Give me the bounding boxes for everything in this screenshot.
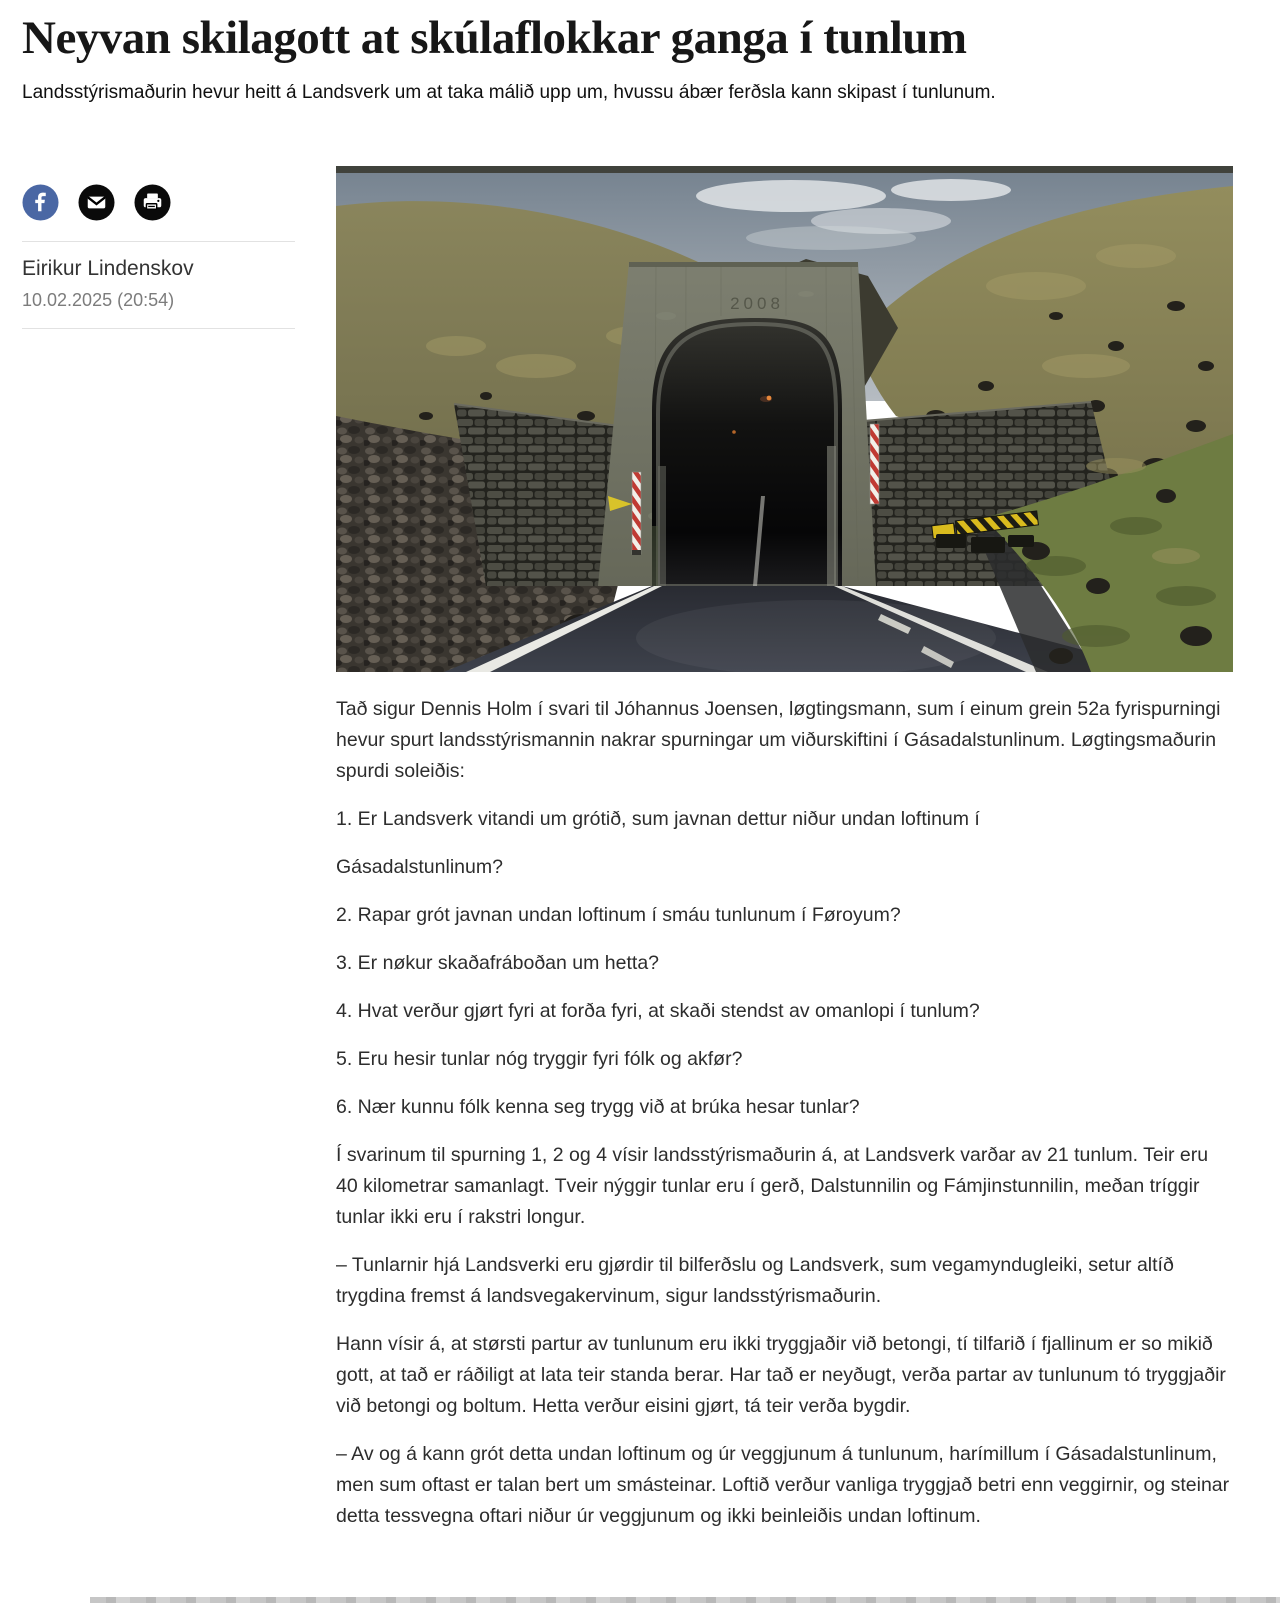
paragraph: 2. Rapar grót javnan undan loftinum í smáu tunlunum í Føroyum?: [336, 904, 901, 927]
paragraph: Í svarinum til spurning 1, 2 og 4 vísir landsstýrismaðurin á, at Landsverk varðar av 21 tunlum. Teir eru 40 kilometrar samanlagt. Tveir nýggir tunlar eru í gerð, Dalstunnilin og Fámjinstunnilin, meðan tríggir tunlar ikki eru í rakstri longur.: [336, 1144, 1209, 1229]
envelope-icon: [78, 184, 115, 221]
photo-top-edge: [336, 166, 1233, 173]
facebook-icon: [22, 184, 59, 221]
byline-divider-bottom: [22, 328, 295, 329]
article-subtitle: Landsstýrismaðurin hevur heitt á Landsverk um at taka málið upp um, hvussu ábær ferðsla kann skipast í tunlunum.: [22, 82, 996, 104]
article-main: [336, 166, 1233, 1549]
article-header: [0, 0, 1280, 106]
paragraph: Tað sigur Dennis Holm í svari til Jóhannus Joensen, løgtingsmann, sum í einum grein 52a fyrispurningi hevur spurt landsstýrismannin nakrar spurningar um viðurskiftini í Gásadalstunlinum. Løgtingsmaðurin spurdi soleiðis:: [336, 698, 1221, 783]
email-share-button[interactable]: [78, 184, 115, 221]
print-share-button[interactable]: [134, 184, 171, 221]
portal-year-inscription: 2008: [730, 294, 784, 314]
byline-divider-top: [22, 241, 295, 242]
paragraph: 1. Er Landsverk vitandi um grótið, sum javnan dettur niður undan loftinum í: [336, 808, 980, 831]
paragraph: – Av og á kann grót detta undan loftinum og úr veggjunum á tunlunum, harímillum í Gásadalstunlinum, men sum oftast er talan bert um smásteinar. Loftið verður vanliga tryggjað betri enn veggirnir, og steinar detta tessvegna oftari niður úr veggjunum og ikki beinleiðis undan loftinum.: [336, 1443, 1230, 1528]
paragraph: Gásadalstunlinum?: [336, 856, 503, 879]
paragraph: Hann vísir á, at størsti partur av tunlunum eru ikki tryggjaðir við betongi, tí tilfarið í fjallinum er so mikið gott, at tað er ráðiligt at lata teir standa berar. Har tað er neyðugt, verða partar av tunlunum tó tryggjaðir við betongi og boltum. Hetta verður eisini gjørt, tá teir verða bygdir.: [336, 1333, 1226, 1418]
facebook-share-button[interactable]: [22, 184, 59, 221]
share-buttons: [22, 184, 295, 221]
article-photo[interactable]: [336, 166, 1233, 672]
paragraph: – Tunlarnir hjá Landsverki eru gjørdir til bilferðslu og Landsverk, sum vegamyndugleiki, setur altíð trygdina fremst á landsvegakervinum, sigur landsstýrismaðurin.: [336, 1254, 1174, 1308]
paragraph: 5. Eru hesir tunlar nóg tryggir fyri fólk og akfør?: [336, 1048, 743, 1071]
paragraph: 3. Er nøkur skaðafráboðan um hetta?: [336, 952, 660, 975]
page-title: Neyvan skilagott at skúlaflokkar ganga í tunlum: [22, 12, 967, 64]
author-name: Eirikur Lindenskov: [22, 257, 194, 281]
next-section-image-edge: [90, 1597, 1280, 1603]
byline-column: [0, 166, 336, 1549]
article-body: [336, 694, 1233, 1532]
paragraph: 6. Nær kunnu fólk kenna seg trygg við at brúka hesar tunlar?: [336, 1096, 860, 1119]
tunnel-photo-illustration: [336, 166, 1233, 672]
printer-icon: [134, 184, 171, 221]
content-row: [0, 166, 1280, 1549]
publish-date: 10.02.2025 (20:54): [22, 290, 175, 311]
paragraph: 4. Hvat verður gjørt fyri at forða fyri, at skaði stendst av omanlopi í tunlum?: [336, 1000, 980, 1023]
